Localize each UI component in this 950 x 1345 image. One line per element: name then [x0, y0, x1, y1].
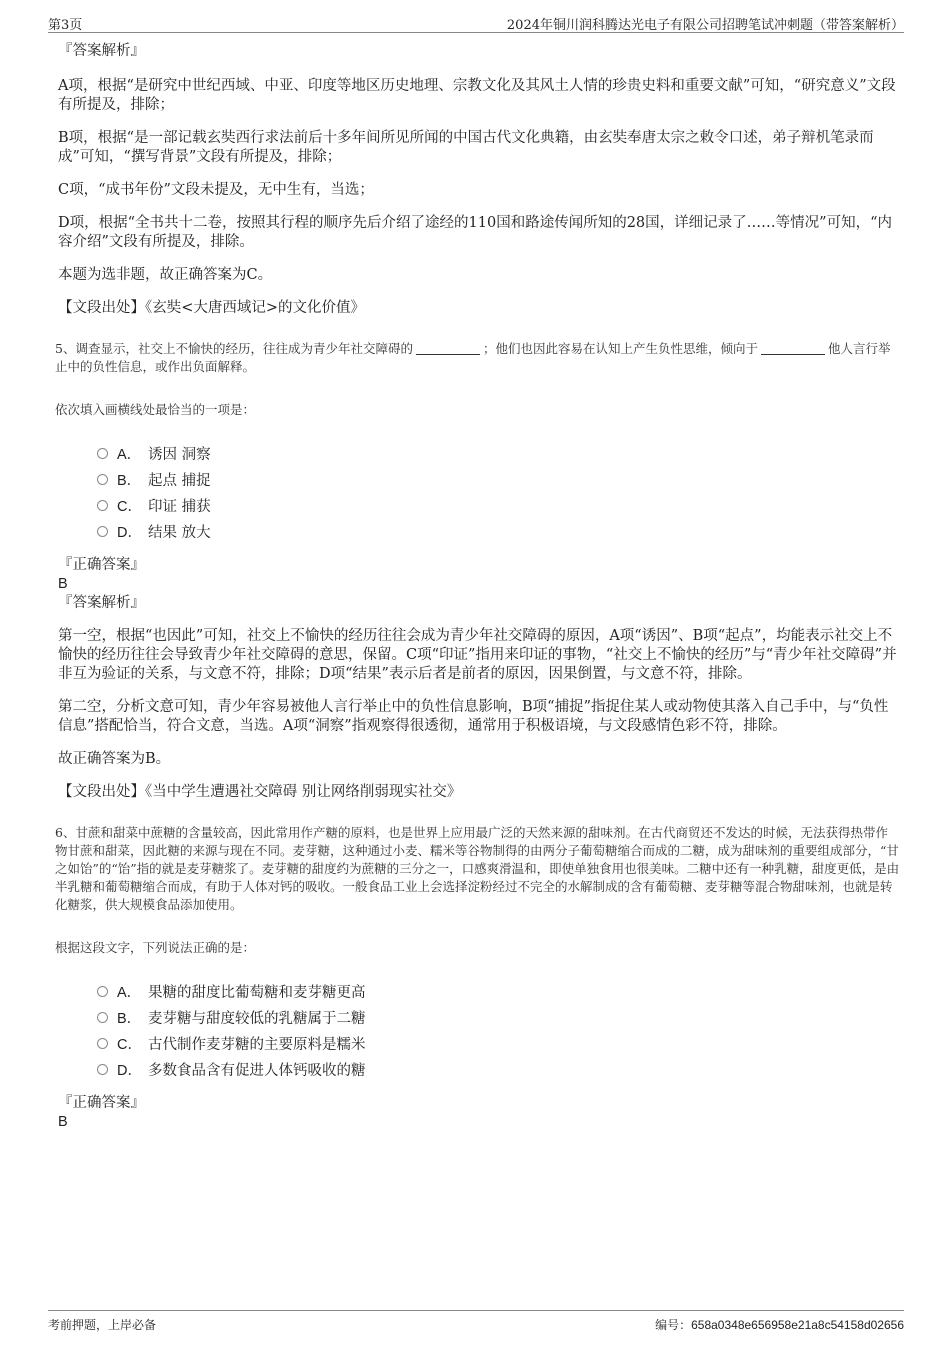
q6-option-c[interactable]: C． 古代制作麦芽糖的主要原料是糯米: [97, 1030, 900, 1056]
radio-icon[interactable]: [97, 448, 108, 459]
radio-icon[interactable]: [97, 986, 108, 997]
q4-analysis-a: A项，根据“是研究中世纪西域、中亚、印度等地区历史地理、宗教文化及其风土人情的珍贵史料和重要文献”可知，“研究意义”文段有所提及，排除；: [58, 78, 896, 113]
document-body: [55, 42, 900, 1132]
q6-prompt: 根据这段文字，下列说法正确的是：: [55, 940, 256, 955]
q6-stem: 6、甘蔗和甜菜中蔗糖的含量较高，因此常用作产糖的原料，也是世界上应用最广泛的天然来源的甜味剂。在古代商贸还不发达的时候，无法获得热带作物甘蔗和甜菜，因此糖的来源与现在不同。麦芽糖，这种通过小麦、糯米等谷物制得的由两分子葡萄糖缩合而成的二糖，成为甜味剂的重要组成部分，“甘之如饴”的“饴”指的就是麦芽糖浆了。麦芽糖的甜度约为蔗糖的三分之一，口感爽滑温和，即使单独食用也很美味。二糖中还有一种乳糖，甜度更低，是由半乳糖和葡萄糖缩合而成，有助于人体对钙的吸收。一般食品工业上会选择淀粉经过不完全的水解制成的含有葡萄糖、麦芽糖等混合物甜味剂，也就是转化糖浆，供大规模食品添加使用。: [55, 825, 900, 912]
radio-icon[interactable]: [97, 1012, 108, 1023]
footer-slogan: 考前押题，上岸必备: [48, 1318, 157, 1332]
q6-options: [97, 978, 900, 1082]
q6-answer-label: 『正确答案』: [58, 1095, 145, 1111]
q5-source: 【文段出处】《当中学生遭遇社交障碍 别让网络削弱现实社交》: [58, 784, 462, 800]
q5-analysis-label: 『答案解析』: [58, 595, 145, 611]
q5-analysis-2: 第二空，分析文意可知，青少年容易被他人言行举止中的负性信息影响，B项“捕捉”指捉住某人或动物使其落入自己手中，与“负性信息”搭配恰当，符合文意，当选。A项“洞察”指观察得很透彻，通常用于积极语境，与文段感情色彩不符，排除。: [58, 699, 889, 734]
page-footer: [48, 1310, 904, 1332]
q5-blank-1: [416, 354, 480, 355]
q4-analysis-b: B项，根据“是一部记载玄奘西行求法前后十多年间所见所闻的中国古代文化典籍，由玄奘奉唐太宗之敕令口述，弟子辩机笔录而成”可知，“撰写背景”文段有所提及，排除；: [58, 130, 874, 165]
q5-option-c[interactable]: C． 印证 捕获: [97, 492, 900, 518]
q5-answer: B: [58, 576, 68, 592]
q5-prompt: 依次填入画横线处最恰当的一项是：: [55, 402, 256, 417]
q5-answer-label: 『正确答案』: [58, 557, 145, 573]
q6-option-b[interactable]: B． 麦芽糖与甜度较低的乳糖属于二糖: [97, 1004, 900, 1030]
q5-analysis-1: 第一空，根据“也因此”可知，社交上不愉快的经历往往会成为青少年社交障碍的原因，A项“诱因”、B项“起点”，均能表示社交上不愉快的经历往往会导致青少年社交障碍的意思，保留。C项“印证”指用来印证的事物，“社交上不愉快的经历”与“青少年社交障碍”并非互为验证的关系，与文意不符，排除；D项“结果”表示后者是前者的原因，因果倒置，与文意不符，排除。: [58, 628, 897, 682]
radio-icon[interactable]: [97, 1064, 108, 1075]
radio-icon[interactable]: [97, 474, 108, 485]
document-title: 2024年铜川润科腾达光电子有限公司招聘笔试冲刺题（带答案解析）: [506, 18, 904, 33]
q4-conclusion: 本题为选非题，故正确答案为C。: [58, 267, 273, 283]
page-number: 第3页: [48, 18, 83, 33]
q5-conclusion: 故正确答案为B。: [58, 751, 171, 767]
q5-blank-2: [761, 354, 825, 355]
q5-option-a[interactable]: A． 诱因 洞察: [97, 440, 900, 466]
q4-source: 【文段出处】《玄奘<大唐西域记>的文化价值》: [58, 300, 366, 316]
q4-analysis-label: 『答案解析』: [58, 43, 145, 59]
q5-options: [97, 440, 900, 544]
q4-analysis-c: C项，“成书年份”文段未提及，无中生有，当选；: [58, 182, 374, 198]
q6-option-d[interactable]: D． 多数食品含有促进人体钙吸收的糖: [97, 1056, 900, 1082]
radio-icon[interactable]: [97, 526, 108, 537]
q6-answer: B: [58, 1114, 68, 1130]
footer-code: 编号：658a0348e656958e21a8c54158d02656: [655, 1318, 904, 1332]
q5-option-d[interactable]: D． 结果 放大: [97, 518, 900, 544]
q5-option-b[interactable]: B． 起点 捕捉: [97, 466, 900, 492]
radio-icon[interactable]: [97, 500, 108, 511]
q4-analysis-d: D项，根据“全书共十二卷，按照其行程的顺序先后介绍了途经的110国和路途传闻所知的28国，详细记录了……等情况”可知，“内容介绍”文段有所提及，排除。: [58, 215, 892, 250]
page-header: [48, 14, 904, 33]
q5-stem: 5、调查显示，社交上不愉快的经历，往往成为青少年社交障碍的 ；他们也因此容易在认知上产生负性思维，倾向于 他人言行举止中的负性信息，或作出负面解释。: [55, 341, 891, 374]
q6-option-a[interactable]: A． 果糖的甜度比葡萄糖和麦芽糖更高: [97, 978, 900, 1004]
radio-icon[interactable]: [97, 1038, 108, 1049]
